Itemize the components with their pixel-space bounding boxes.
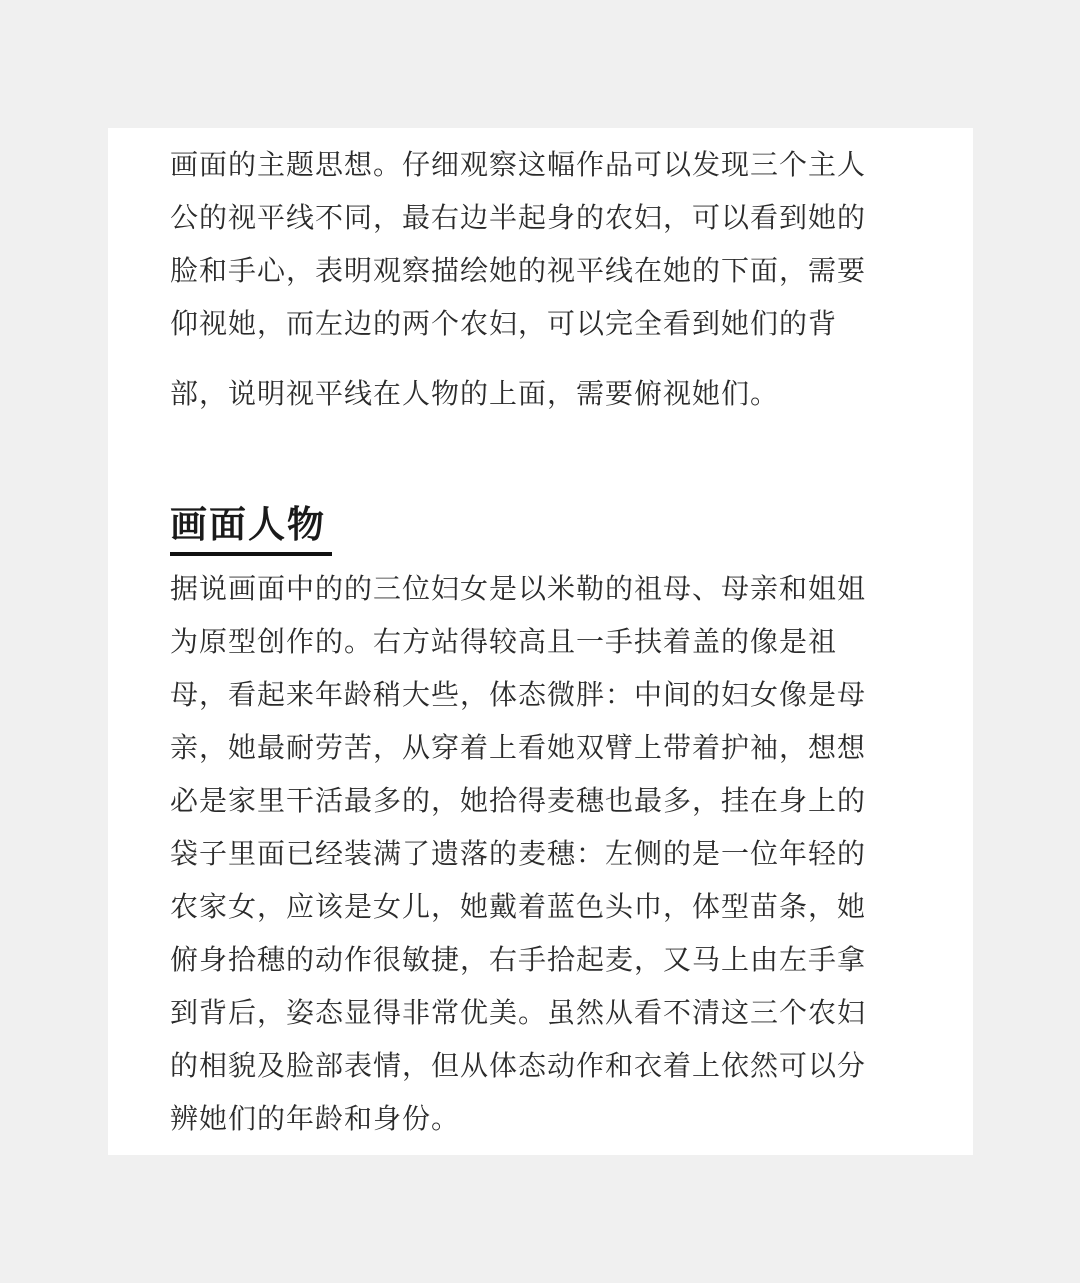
paragraph-line: 为原型创作的。右方站得较高且一手扶着盖的像是祖	[170, 625, 838, 658]
paragraph-line: 俯身拾穗的动作很敏捷，右手拾起麦，又马上由左手拿	[170, 943, 867, 976]
paragraph-line: 的相貌及脸部表情，但从体态动作和衣着上依然可以分	[170, 1049, 867, 1082]
paragraph-line: 公的视平线不同，最右边半起身的农妇，可以看到她的	[170, 201, 867, 234]
article-card	[108, 128, 973, 1155]
paragraph-line: 仰视她，而左边的两个农妇，可以完全看到她们的背	[170, 307, 838, 340]
paragraph-line: 农家女，应该是女儿，她戴着蓝色头巾，体型苗条，她	[170, 890, 867, 923]
paragraph-viewpoint	[170, 138, 910, 419]
paragraph-line: 必是家里干活最多的，她拾得麦穗也最多，挂在身上的	[170, 784, 867, 817]
paragraph-characters	[170, 562, 910, 1145]
heading-underline	[170, 552, 332, 556]
paragraph-line: 辨她们的年龄和身份。	[170, 1102, 461, 1135]
paragraph-line: 据说画面中的的三位妇女是以米勒的祖母、母亲和姐姐	[170, 572, 867, 605]
paragraph-line: 袋子里面已经装满了遗落的麦穗：左侧的是一位年轻的	[170, 837, 867, 870]
paragraph-line: 脸和手心，表明观察描绘她的视平线在她的下面，需要	[170, 254, 867, 287]
paragraph-line: 亲，她最耐劳苦，从穿着上看她双臂上带着护袖，想想	[170, 731, 867, 764]
paragraph-line: 母，看起来年龄稍大些，体态微胖：中间的妇女像是母	[170, 678, 867, 711]
paragraph-line: 到背后，姿态显得非常优美。虽然从看不清这三个农妇	[170, 996, 867, 1029]
paragraph-line: 画面的主题思想。仔细观察这幅作品可以发现三个主人	[170, 148, 867, 181]
paragraph-line: 部，说明视平线在人物的上面，需要俯视她们。	[170, 377, 780, 410]
section-heading: 画面人物	[170, 503, 326, 546]
